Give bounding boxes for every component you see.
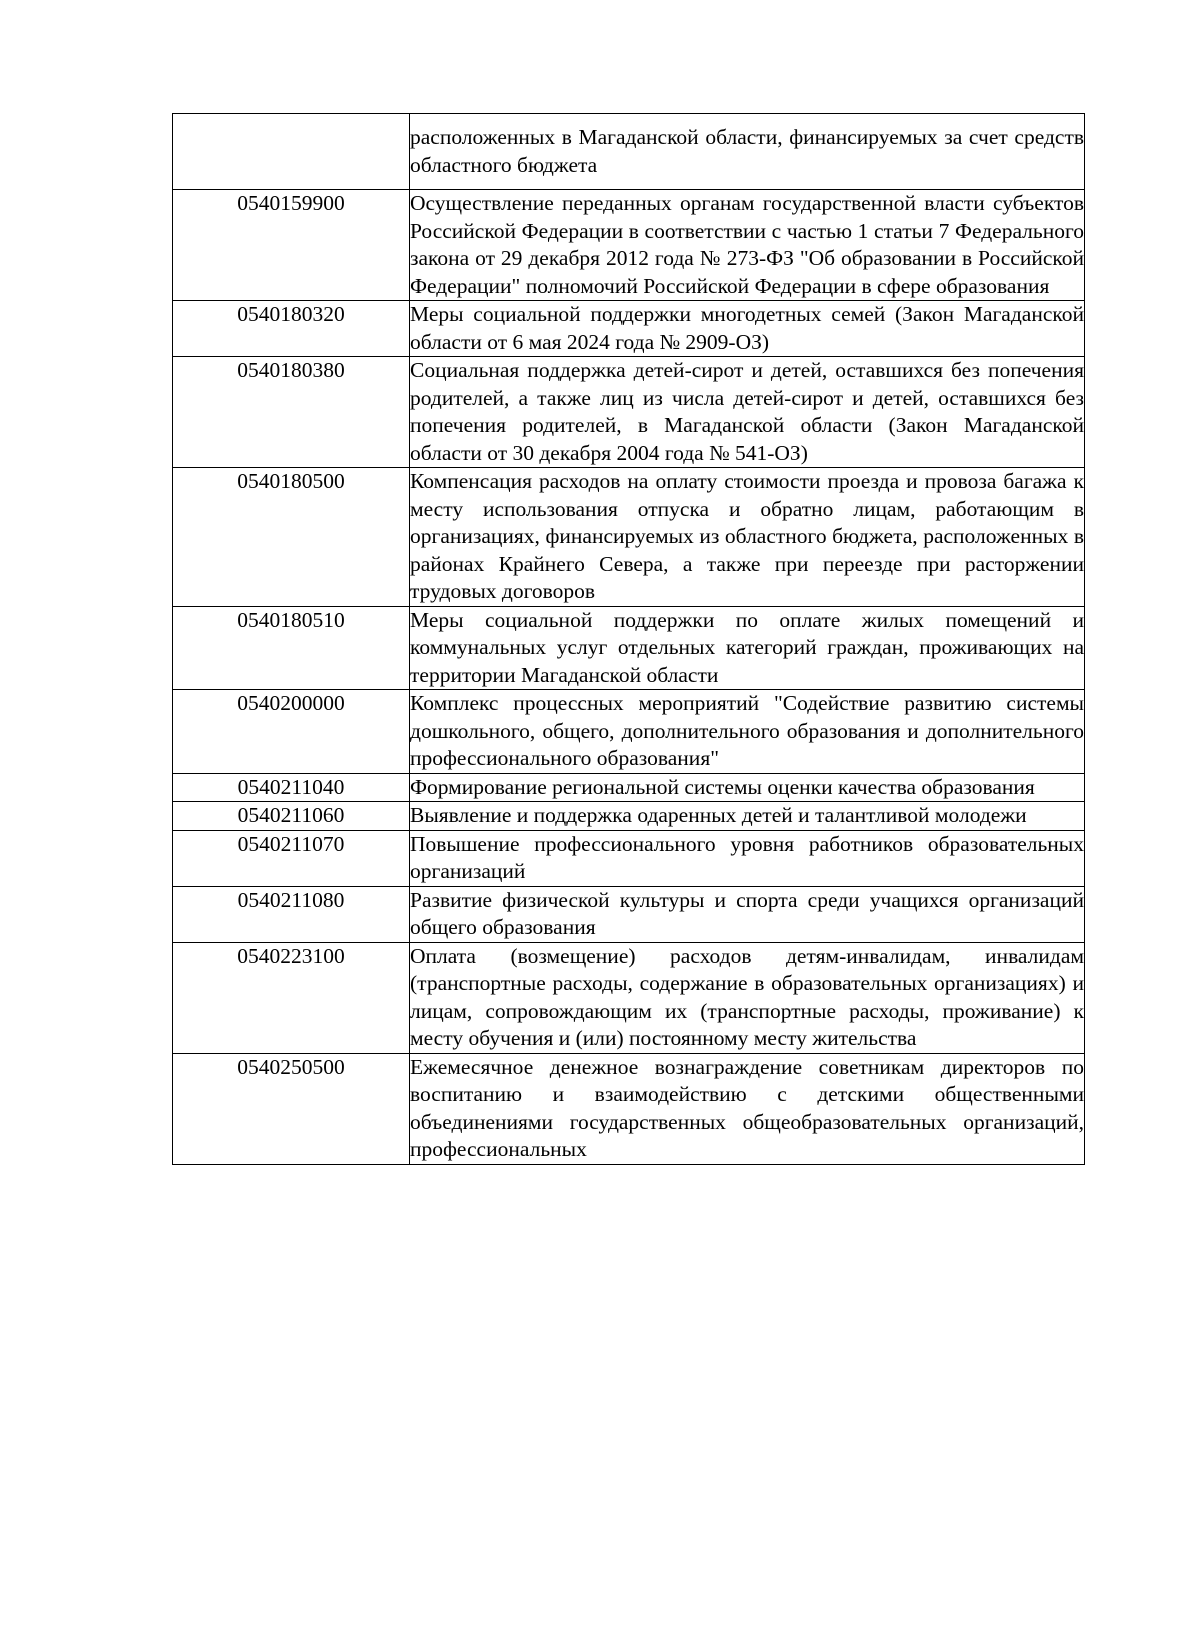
description-cell bbox=[410, 1053, 1085, 1164]
description-cell bbox=[410, 357, 1085, 468]
description-cell bbox=[410, 190, 1085, 301]
description-cell bbox=[410, 114, 1085, 190]
budget-code: 0540200000 bbox=[237, 691, 345, 715]
code-cell bbox=[173, 114, 410, 190]
table-row bbox=[173, 606, 1085, 690]
table-row bbox=[173, 802, 1085, 831]
budget-code: 0540180500 bbox=[237, 469, 345, 493]
budget-description: Комплекс процессных мероприятий "Содействие развитию системы дошкольного, общего, дополнительного образования и дополнительного профессионального образования" bbox=[410, 691, 1084, 770]
description-cell bbox=[410, 301, 1085, 357]
budget-code: 0540180320 bbox=[237, 302, 345, 326]
description-cell bbox=[410, 690, 1085, 774]
budget-description: Осуществление переданных органам государственной власти субъектов Российской Федерации в соответствии с частью 1 статьи 7 Федерального закона от 29 декабря 2012 года № 273-ФЗ "Об образовании в Российской Федерации" полномочий Российской Федерации в сфере образования bbox=[410, 191, 1084, 298]
code-cell bbox=[173, 690, 410, 774]
table-row bbox=[173, 190, 1085, 301]
table-row bbox=[173, 886, 1085, 942]
table-row bbox=[173, 114, 1085, 190]
code-cell bbox=[173, 606, 410, 690]
code-cell bbox=[173, 1053, 410, 1164]
budget-codes-table bbox=[172, 113, 1085, 1165]
code-cell bbox=[173, 301, 410, 357]
description-cell bbox=[410, 942, 1085, 1053]
budget-description: Выявление и поддержка одаренных детей и талантливой молодежи bbox=[410, 803, 1027, 827]
budget-code: 0540159900 bbox=[237, 191, 345, 215]
budget-description: Формирование региональной системы оценки качества образования bbox=[410, 774, 1035, 799]
budget-description: расположенных в Магаданской области, финансируемых за счет средств областного бюджета bbox=[410, 125, 1084, 177]
code-cell bbox=[173, 886, 410, 942]
table-row bbox=[173, 1053, 1085, 1164]
code-cell bbox=[173, 357, 410, 468]
budget-description: Меры социальной поддержки многодетных семей (Закон Магаданской области от 6 мая 2024 года № 2909-ОЗ) bbox=[410, 302, 1084, 354]
budget-description: Социальная поддержка детей-сирот и детей, оставшихся без попечения родителей, а также лиц из числа детей-сирот и детей, оставшихся без попечения родителей, в Магаданской области (Закон Магаданской области от 30 декабря 2004 года № 541-ОЗ) bbox=[410, 358, 1084, 465]
budget-description: Меры социальной поддержки по оплате жилых помещений и коммунальных услуг отдельных категорий граждан, проживающих на территории Магаданской области bbox=[410, 607, 1084, 687]
code-cell bbox=[173, 942, 410, 1053]
budget-code: 0540180510 bbox=[237, 607, 345, 632]
table-row bbox=[173, 942, 1085, 1053]
table-row bbox=[173, 773, 1085, 802]
code-cell bbox=[173, 468, 410, 607]
budget-description: Ежемесячное денежное вознаграждение советникам директоров по воспитанию и взаимодействию с детскими общественными объединениями государственных общеобразовательных организаций, профессиональных bbox=[410, 1054, 1084, 1161]
description-cell bbox=[410, 802, 1085, 831]
budget-description: Развитие физической культуры и спорта среди учащихся организаций общего образования bbox=[410, 887, 1084, 939]
table-row bbox=[173, 357, 1085, 468]
budget-description: Повышение профессионального уровня работников образовательных организаций bbox=[410, 831, 1084, 883]
budget-code: 0540211080 bbox=[237, 887, 345, 912]
code-cell bbox=[173, 773, 410, 802]
table-row bbox=[173, 301, 1085, 357]
budget-code: 0540223100 bbox=[237, 943, 345, 968]
budget-code: 0540250500 bbox=[237, 1054, 345, 1079]
description-cell bbox=[410, 886, 1085, 942]
budget-description: Оплата (возмещение) расходов детям-инвалидам, инвалидам (транспортные расходы, содержание в образовательных организациях) и лицам, сопровождающим их (транспортные расходы, проживание) к месту обучения и (или) постоянному месту жительства bbox=[410, 943, 1084, 1050]
description-cell bbox=[410, 606, 1085, 690]
budget-code: 0540211060 bbox=[237, 803, 345, 827]
table-row bbox=[173, 468, 1085, 607]
code-cell bbox=[173, 802, 410, 831]
description-cell bbox=[410, 468, 1085, 607]
table-body bbox=[173, 114, 1085, 1165]
budget-code: 0540211070 bbox=[237, 831, 345, 856]
code-cell bbox=[173, 830, 410, 886]
budget-code: 0540180380 bbox=[237, 358, 345, 382]
code-cell bbox=[173, 190, 410, 301]
budget-code: 0540211040 bbox=[237, 774, 345, 799]
description-cell bbox=[410, 773, 1085, 802]
budget-description: Компенсация расходов на оплату стоимости проезда и провоза багажа к месту использования отпуска и обратно лицам, работающим в организациях, финансируемых из областного бюджета, расположенных в районах Крайнего Севера, а также при переезде при расторжении трудовых договоров bbox=[410, 469, 1084, 603]
description-cell bbox=[410, 830, 1085, 886]
table-row bbox=[173, 690, 1085, 774]
table-row bbox=[173, 830, 1085, 886]
